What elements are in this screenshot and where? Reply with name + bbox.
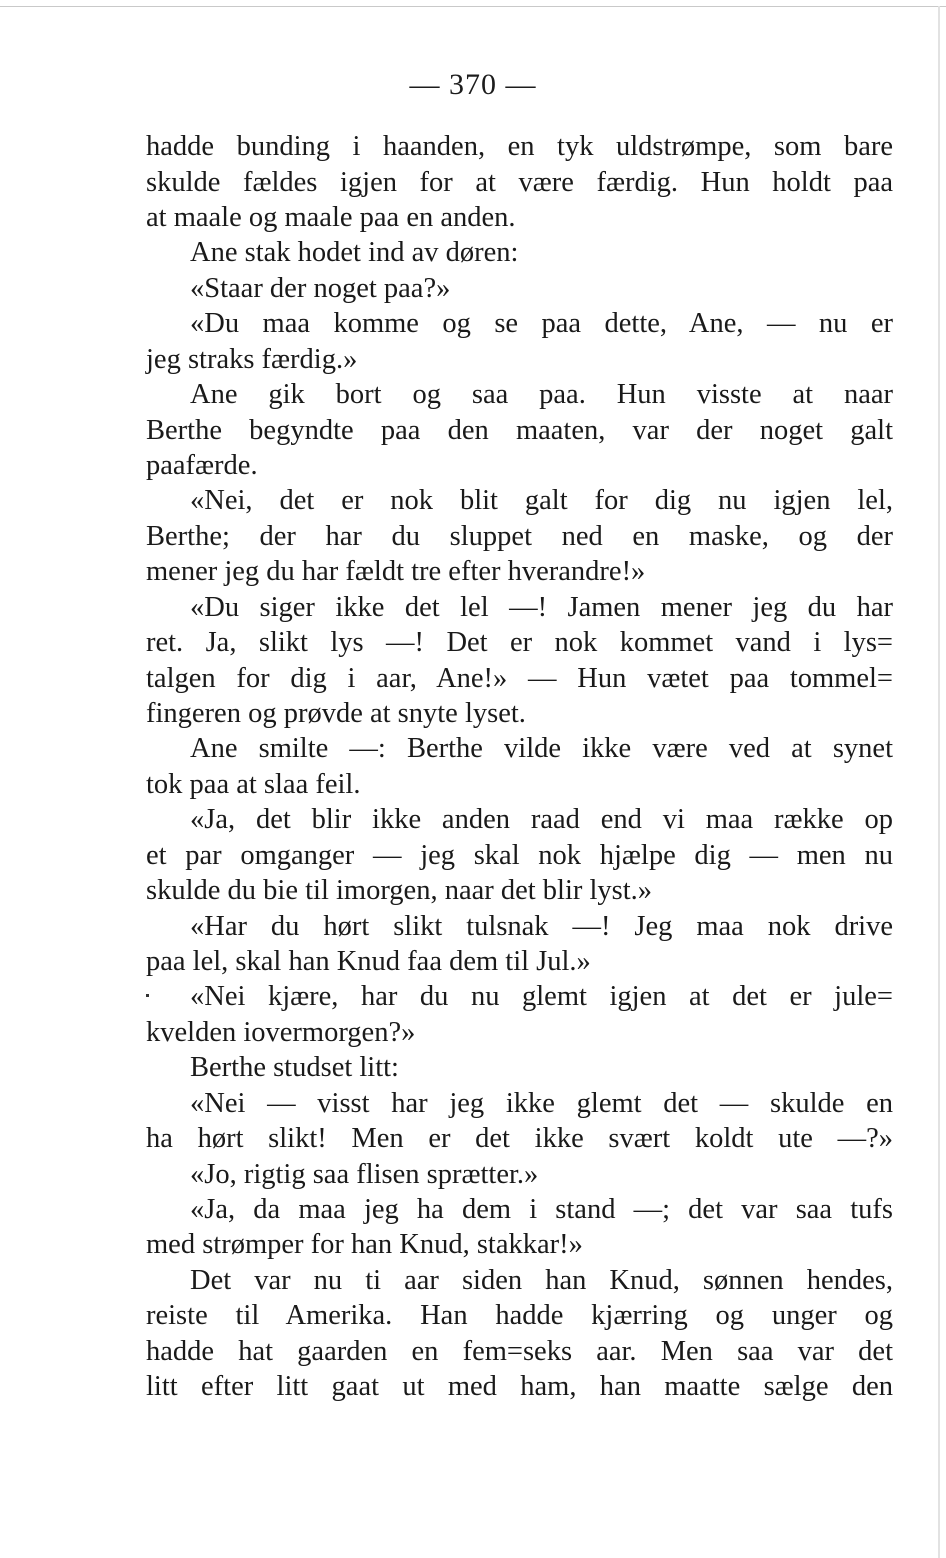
text-line: fingeren og prøvde at snyte lyset. <box>146 698 526 729</box>
text-line: Berthe begyndte paa den maaten, var der noget galt <box>146 415 893 446</box>
text-line: hadde bunding i haanden, en tyk uldstrømpe, som bare <box>146 131 893 162</box>
text-line: Ane gik bort og saa paa. Hun visste at naar <box>190 379 893 410</box>
text-line: paa lel, skal han Knud faa dem til Jul.» <box>146 946 591 977</box>
text-line: «Staar der noget paa?» <box>190 273 451 304</box>
page-number: — 370 — <box>409 68 537 101</box>
ink-speck <box>146 994 149 997</box>
text-line: «Nei kjære, har du nu glemt igjen at det er jule= <box>190 981 893 1012</box>
text-line: at maale og maale paa en anden. <box>146 202 516 233</box>
text-line: «Du maa komme og se paa dette, Ane, — nu er <box>190 308 893 339</box>
text-line: «Nei, det er nok blit galt for dig nu igjen lel, <box>190 485 893 516</box>
text-line: «Ja, da maa jeg ha dem i stand —; det var saa tufs <box>190 1194 893 1225</box>
text-line: ha hørt slikt! Men er det ikke svært koldt ute —?» <box>146 1123 893 1154</box>
text-line: reiste til Amerika. Han hadde kjærring og unger og <box>146 1300 893 1331</box>
text-line: tok paa at slaa feil. <box>146 769 361 800</box>
text-line: skulde du bie til imorgen, naar det blir lyst.» <box>146 875 653 906</box>
text-line: hadde hat gaarden en fem=seks aar. Men saa var det <box>146 1336 893 1367</box>
text-line: «Nei — visst har jeg ikke glemt det — skulde en <box>190 1088 893 1119</box>
text-line: «Har du hørt slikt tulsnak —! Jeg maa nok drive <box>190 911 893 942</box>
page-edge-top <box>0 6 946 7</box>
text-line: ret. Ja, slikt lys —! Det er nok kommet vand i lys= <box>146 627 893 658</box>
text-line: «Ja, det blir ikke anden raad end vi maa række op <box>190 804 893 835</box>
text-line: kvelden iovermorgen?» <box>146 1017 416 1048</box>
text-line: med strømper for han Knud, stakkar!» <box>146 1229 583 1260</box>
text-line: litt efter litt gaat ut med ham, han maatte sælge den <box>146 1371 893 1402</box>
text-line: paafærde. <box>146 450 258 481</box>
page-edge-right <box>938 6 940 1558</box>
text-line: Ane smilte —: Berthe vilde ikke være ved at synet <box>190 733 893 764</box>
text-line: et par omganger — jeg skal nok hjælpe dig — men nu <box>146 840 893 871</box>
text-line: jeg straks færdig.» <box>146 344 358 375</box>
text-line: talgen for dig i aar, Ane!» — Hun vætet paa tommel= <box>146 663 893 694</box>
text-line: Ane stak hodet ind av døren: <box>190 237 519 268</box>
text-line: Det var nu ti aar siden han Knud, sønnen hendes, <box>190 1265 893 1296</box>
text-line: Berthe; der har du sluppet ned en maske, og der <box>146 521 893 552</box>
text-line: Berthe studset litt: <box>190 1052 399 1083</box>
text-line: mener jeg du har fældt tre efter hverandre!» <box>146 556 646 587</box>
text-line: skulde fældes igjen for at være færdig. Hun holdt paa <box>146 167 893 198</box>
text-line: «Jo, rigtig saa flisen sprætter.» <box>190 1159 539 1190</box>
text-line: «Du siger ikke det lel —! Jamen mener jeg du har <box>190 592 893 623</box>
